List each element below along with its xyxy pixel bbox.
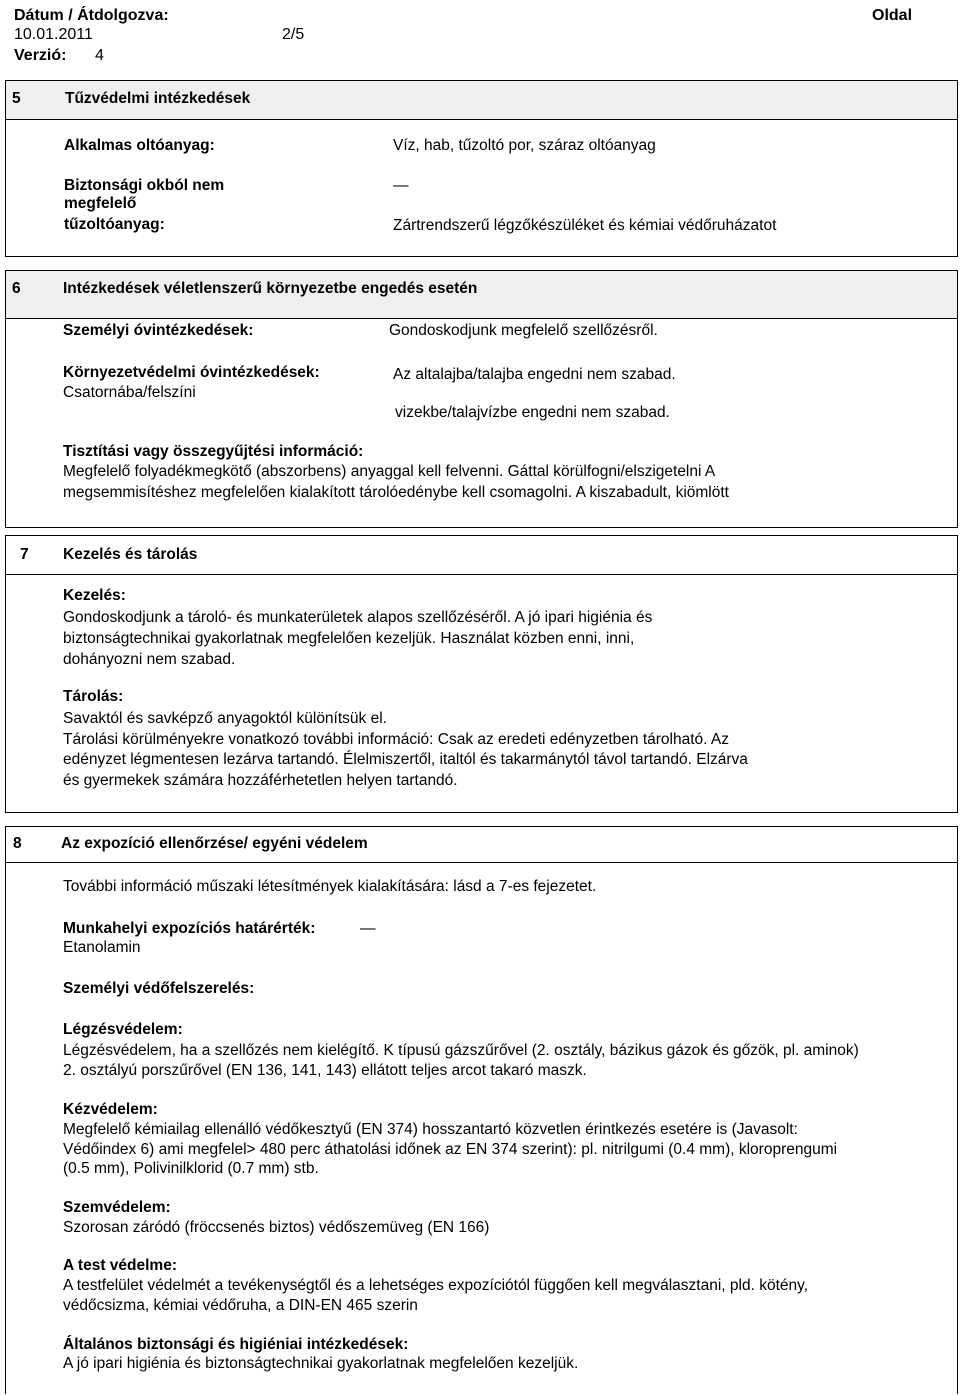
section-6-header [6, 271, 957, 319]
page-value: 2/5 [282, 26, 305, 43]
storage-line-1: Savaktól és savképző anyagoktól különítsük el. [63, 710, 387, 727]
environmental-precautions-value: Az altalajba/talajba engedni nem szabad. [393, 366, 676, 383]
section-7-header-divider [6, 574, 957, 575]
date-value: 10.01.2011 [14, 26, 93, 43]
section-5-header [6, 81, 957, 120]
respiratory-protection-label: Légzésvédelem: [63, 1021, 183, 1038]
section-7-number: 7 [20, 546, 29, 563]
section-5-title: Tűzvédelmi intézkedések [65, 90, 251, 107]
exposure-limit-label: Munkahelyi expozíciós határérték: [63, 920, 316, 937]
respiratory-protection-line-1: Légzésvédelem, ha a szellőzés nem kielégítő. K típusú gázszűrővel (2. osztály, bázikus gázok és gőzök, pl. aminok) [63, 1042, 859, 1059]
hand-protection-line-3: (0.5 mm), Polivinilklorid (0.7 mm) stb. [63, 1160, 319, 1177]
storage-label: Tárolás: [63, 688, 124, 705]
ppe-label: Személyi védőfelszerelés: [63, 980, 255, 997]
unsuitable-extinguisher-label-3: tűzoltóanyag: [64, 216, 165, 233]
hand-protection-line-1: Megfelelő kémiailag ellenálló védőkesztyű (EN 374) hosszantartó közvetlen érintkezés esetére is (Javasolt: [63, 1121, 798, 1138]
storage-line-3: edényzet légmentesen lezárva tartandó. Élelmiszertől, italtól és takarmánytól távol tartandó. Elzárva [63, 751, 748, 768]
environmental-precautions-label-2: Csatornába/felszíni [63, 384, 196, 401]
eye-protection-line-1: Szorosan záródó (fröccsenés biztos) védőszemüveg (EN 166) [63, 1219, 490, 1236]
section-5-number: 5 [12, 90, 21, 107]
handling-line-2: biztonságtechnikai gyakorlatnak megfelelően kezeljük. Használat közben enni, inni, [63, 630, 635, 647]
eye-protection-label: Szemvédelem: [63, 1199, 171, 1216]
hand-protection-line-2: Védőindex 6) ami megfelel> 480 perc áthatolási időnek az EN 374 szerint): pl. nitrilgumi (0.4 mm), kloroprengumi [63, 1141, 838, 1158]
handling-label: Kezelés: [63, 587, 126, 604]
section-8-number: 8 [13, 835, 22, 852]
exposure-limit-substance: Etanolamin [63, 939, 141, 956]
section-7-title: Kezelés és tárolás [63, 546, 198, 563]
date-label: Dátum / Átdolgozva: [14, 7, 169, 24]
environmental-precautions-value-2: vizekbe/talajvízbe engedni nem szabad. [395, 404, 670, 421]
further-info-line: További információ műszaki létesítmények kialakítására: lásd a 7-es fejezetet. [63, 878, 597, 895]
section-8-title: Az expozíció ellenőrzése/ egyéni védelem [61, 835, 368, 852]
environmental-precautions-label: Környezetvédelmi óvintézkedések: [63, 364, 320, 381]
personal-precautions-label: Személyi óvintézkedések: [63, 322, 254, 339]
body-protection-label: A test védelme: [63, 1257, 177, 1274]
section-8 [5, 826, 958, 1394]
unsuitable-extinguisher-label-2: megfelelő [64, 195, 137, 212]
version-label: Verzió: [14, 47, 67, 64]
page-label: Oldal [872, 7, 913, 24]
handling-line-3: dohányozni nem szabad. [63, 651, 236, 668]
personal-precautions-value: Gondoskodjunk megfelelő szellőzésről. [389, 322, 658, 339]
suitable-extinguisher-label: Alkalmas oltóanyag: [64, 137, 215, 154]
hand-protection-label: Kézvédelem: [63, 1101, 158, 1118]
handling-line-1: Gondoskodjunk a tároló- és munkaterületek alapos szellőzéséről. A jó ipari higiénia és [63, 609, 653, 626]
version-value: 4 [95, 47, 104, 64]
protective-equipment-value: Zártrendszerű légzőkészüléket és kémiai védőruházatot [393, 217, 777, 234]
storage-line-2: Tárolási körülményekre vonatkozó további információ: Csak az eredeti edényzetben tárolható. Az [63, 731, 729, 748]
respiratory-protection-line-2: 2. osztályú porszűrővel (EN 136, 141, 143) ellátott teljes arcot takaró maszk. [63, 1062, 587, 1079]
section-6-title: Intézkedések véletlenszerű környezetbe engedés esetén [63, 280, 478, 297]
section-8-header-divider [6, 862, 957, 863]
exposure-limit-value: — [360, 920, 376, 937]
cleanup-info-line-2: megsemmisítéshez megfelelően kialakított tárolóedénybe kell csomagolni. A kiszabadult, kiömlött [63, 484, 729, 501]
general-measures-line-1: A jó ipari higiénia és biztonságtechnikai gyakorlatnak megfelelően kezeljük. [63, 1355, 579, 1372]
cleanup-info-label: Tisztítási vagy összegyűjtési információ: [63, 443, 364, 460]
section-7 [5, 535, 958, 813]
body-protection-line-1: A testfelület védelmét a tevékenységtől és a lehetséges expozíciótól függően kell megválasztani, pld. kötény, [63, 1277, 809, 1294]
section-6-number: 6 [12, 280, 21, 297]
cleanup-info-line-1: Megfelelő folyadékmegkötő (abszorbens) anyaggal kell felvenni. Gáttal körülfogni/elszigetelni A [63, 463, 716, 480]
general-measures-label: Általános biztonsági és higiéniai intézkedések: [63, 1336, 409, 1353]
unsuitable-extinguisher-value: — [393, 177, 409, 194]
body-protection-line-2: védőcsizma, kémiai védőruha, a DIN-EN 465 szerin [63, 1297, 418, 1314]
unsuitable-extinguisher-label-1: Biztonsági okból nem [64, 177, 225, 194]
section-5 [5, 80, 958, 257]
storage-line-4: és gyermekek számára hozzáférhetetlen helyen tartandó. [63, 772, 458, 789]
section-6 [5, 270, 958, 528]
suitable-extinguisher-value: Víz, hab, tűzoltó por, száraz oltóanyag [393, 137, 656, 154]
